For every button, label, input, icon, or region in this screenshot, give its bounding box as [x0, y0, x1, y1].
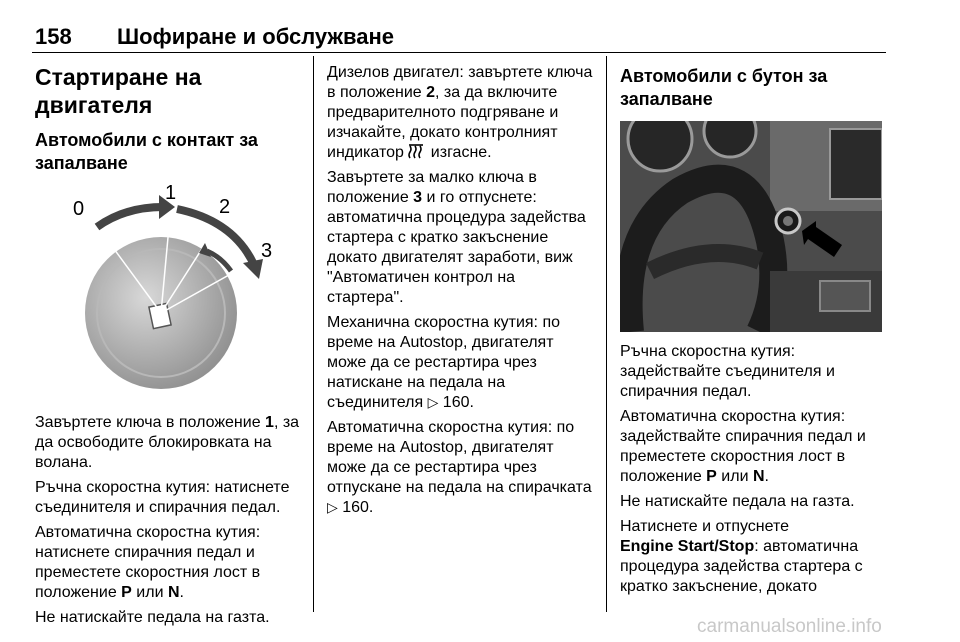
- paragraph-manual-button: Ръчна скоростна кутия: задействайте съединителя и спирачния педал.: [620, 343, 835, 400]
- paragraph-manual-gearbox: Ръчна скоростна кутия: натиснете съединителя и спирачния педал.: [35, 479, 290, 516]
- glow-plug-icon: [408, 144, 426, 161]
- vent-grille: [820, 281, 870, 311]
- chapter-title: Шофиране и обслужване: [117, 24, 395, 49]
- paragraph-no-gas-button: Не натискайте педала на газта.: [620, 493, 855, 510]
- page-reference-link[interactable]: 160.: [438, 394, 474, 411]
- page-number: 158: [35, 24, 72, 49]
- instrument-gauge-2: [704, 121, 756, 157]
- button-center: [783, 216, 793, 226]
- paragraph-press-start-stop: Натиснете и отпуснете Engine Start/Stop: автоматична процедура задейства стартера с кратко закъснение, докато: [620, 518, 863, 595]
- paragraph-diesel: Дизелов двигател: завъртете ключа в положение 2, за да включите предварителното подгряване и изчакайте, докато контролният индикатор изгасне.: [327, 64, 593, 161]
- paragraph-automatic-gearbox: Автоматична скоростна кутия: натиснете спирачния педал и преместете скоростния лост в положение P или N.: [35, 524, 261, 601]
- arc-arrow-0-1: [97, 207, 163, 227]
- watermark: carmanualsonline.info: [697, 616, 882, 637]
- column-divider-2: [606, 56, 607, 612]
- page-reference-link[interactable]: 160.: [337, 499, 374, 516]
- column-3: [620, 59, 882, 614]
- paragraph-turn-to-3: Завъртете за малко ключа в положение 3 и го отпуснете: автоматична процедура задейства стартера с кратко закъснение докато двигателят заработи, виж "Автоматичен контрол на стартера".: [327, 169, 586, 306]
- page-reference-icon: ▷: [427, 395, 439, 411]
- header-rule: [32, 52, 886, 53]
- key-slot: [149, 303, 171, 328]
- figure-label-2: 2: [219, 196, 231, 218]
- paragraph-no-gas: Не натискайте педала на газта.: [35, 609, 270, 626]
- instrument-gauge: [628, 121, 692, 171]
- page-reference-icon: ▷: [327, 500, 338, 516]
- column-2: [327, 63, 595, 614]
- paragraph-manual-autostop: Механична скоростна кутия: по време на Autostop, двигателят може да се рестартира чрез натискане на педала на съединителя ▷ 160.: [327, 314, 561, 411]
- figure-label-0: 0: [73, 198, 85, 220]
- paragraph-turn-key: Завъртете ключа в положение 1, за да освободите блокировката на волана.: [35, 414, 300, 471]
- figure-label-3: 3: [261, 240, 273, 262]
- subheading-button-ignition: Автомобили с бутон за запалване: [620, 66, 828, 109]
- paragraph-automatic-button: Автоматична скоростна кутия: задействайте спирачния педал и преместете скоростния лост в положение P или N.: [620, 408, 866, 485]
- arrowhead-1-3: [243, 259, 263, 279]
- figure-label-1: 1: [165, 185, 177, 204]
- column-divider-1: [313, 56, 314, 612]
- column-1: [35, 55, 301, 626]
- section-heading: Стартиране на двигателя: [35, 64, 202, 118]
- start-button-photo: [620, 121, 882, 332]
- ignition-key-figure: [35, 185, 301, 403]
- subheading-contact-ignition: Автомобили с контакт за запалване: [35, 130, 258, 173]
- paragraph-automatic-autostop: Автоматична скоростна кутия: по време на Autostop, двигателят може да се рестартира чрез отпускане на педала на спирачката ▷ 160.: [327, 419, 592, 516]
- display-screen: [830, 129, 882, 199]
